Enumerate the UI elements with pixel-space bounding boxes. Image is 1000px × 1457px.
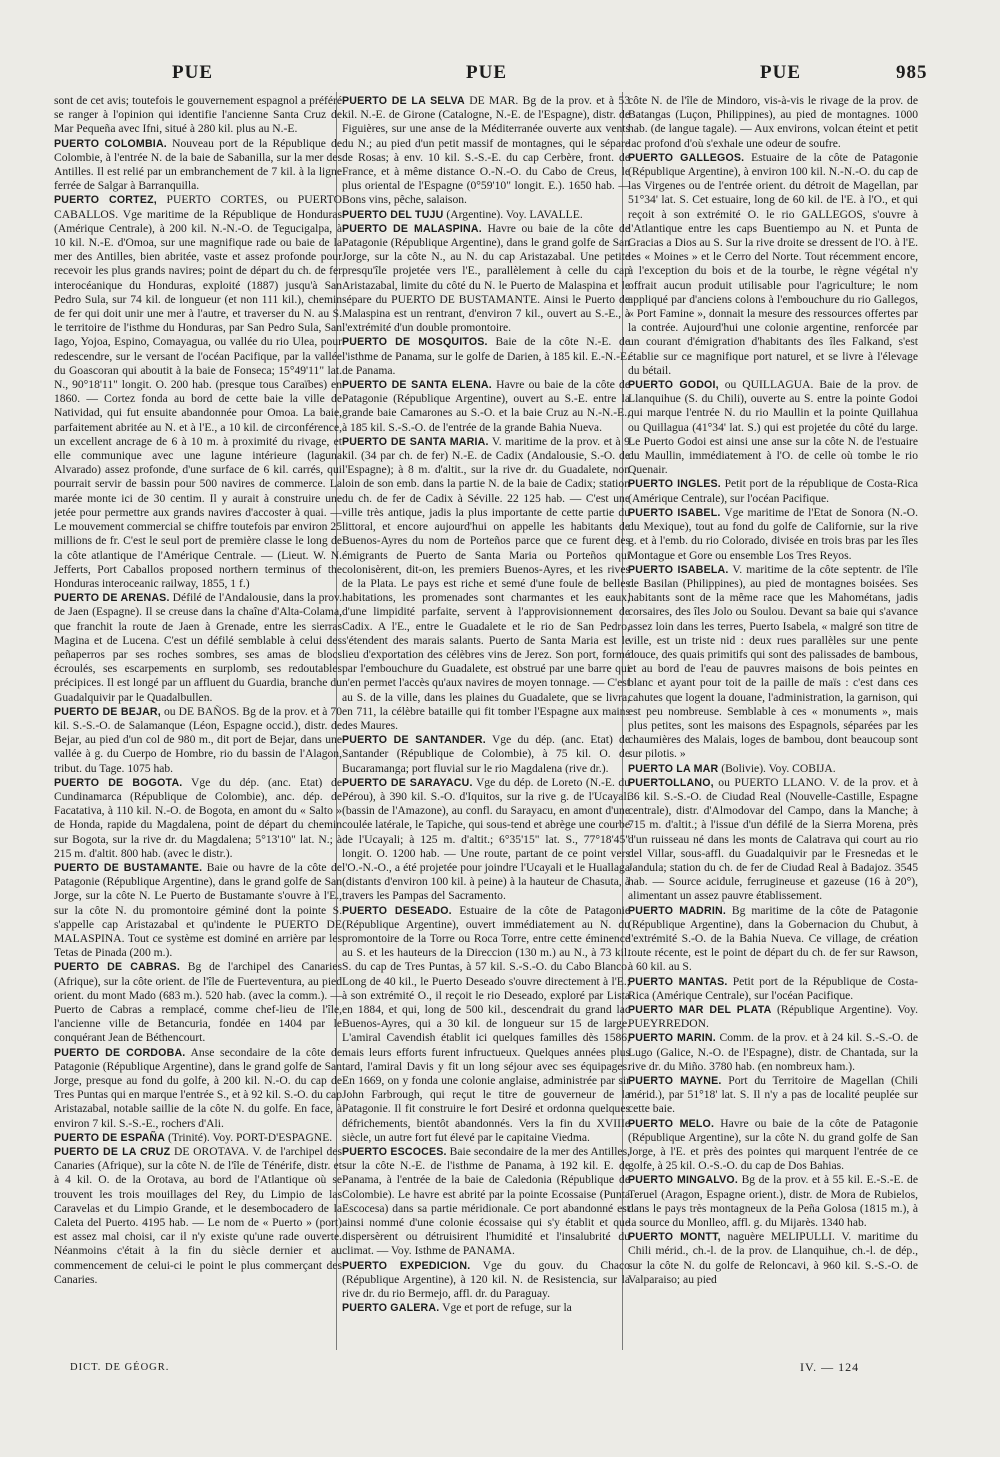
entry-headword: PUERTO DE SANTA MARIA. bbox=[342, 435, 489, 448]
entry-text: Vge du dép. de Loreto (N.-E. du Pérou), à 390 kil. S.-O. d'Iquitos, sur la rive g. de l'Ucayali (bassin de l'Amazone), au confl. du Sarayacu, en amont d'une coulée latérale, le Tapiche, qui sous-tend et abrège une courbe de l'Ucayali; à 125 m. d'altit.; 6°35'15" lat. S., 77°18'45" longit. O. 1200 hab. — Une route, partant de ce point vers l'O.-N.-O., a été projetée pour joindre l'Ucayali et le Huallaga (distants d'environ 100 kil. à peine) à la hauteur de Chasuta, à travers les Pampas del Sacramento. bbox=[342, 775, 630, 903]
dictionary-entry bbox=[342, 378, 630, 435]
entry-text: DE OROTAVA. V. de l'archipel des Canaries (Afrique), sur la côte N. de l'île de Ténérife, distr. et à 4 kil. O. de la Orotava, au bord de l'Atlantique où se trouvent les trois mouillages del Rey, du Limpio de las Caravelas et du Limpio Grande, et le desembocadero de la Caleta del Puerto. 4195 hab. — Le nom de « Puerto » (port) est assez mal choisi, car il n'y existe qu'une rade ouverte. Néanmoins c'était à la fin du siècle dernier et au commencement de celui-ci le point le plus commerçant des Canaries. bbox=[54, 1145, 342, 1286]
entry-headword: PUERTO MADRIN. bbox=[628, 904, 727, 917]
dictionary-entry bbox=[342, 776, 630, 904]
entry-text: (Argentine). Voy. LAVALLE. bbox=[446, 207, 583, 221]
footer-signature: DICT. DE GÉOGR. bbox=[70, 1362, 170, 1373]
dictionary-entry bbox=[54, 591, 342, 705]
dictionary-entry bbox=[628, 904, 918, 975]
entry-headword: PUERTO DE BEJAR, bbox=[54, 705, 161, 718]
entry-headword: PUERTO GALERA. bbox=[342, 1302, 440, 1315]
entry-headword: PUERTO GODOI, bbox=[628, 379, 719, 392]
entry-headword: PUERTO MONTT, bbox=[628, 1231, 721, 1244]
entry-headword: PUERTO LA MAR bbox=[628, 762, 719, 775]
dictionary-entry bbox=[54, 776, 342, 861]
dictionary-entry bbox=[628, 506, 918, 563]
dictionary-entry bbox=[628, 1230, 918, 1287]
running-head-right: PUE bbox=[760, 62, 801, 83]
dictionary-entry bbox=[628, 975, 918, 1003]
dictionary-entry bbox=[342, 1145, 630, 1259]
entry-headword: PUERTO ESCOCES. bbox=[342, 1146, 447, 1159]
running-head-center: PUE bbox=[466, 62, 507, 83]
entry-text: ou DE BAÑOS. Bg de la prov. et à 70 kil. S.-S.-O. de Salamanque (Léon, Espagne occid.), distr. de Bejar, au pied d'un col de 980 m., dit port de Bejar, dans une vallée à g. du Cuerpo de Hombre, rio du bassin de l'Alagon, tribut. du Tage. 1075 hab. bbox=[54, 704, 342, 775]
dictionary-entry bbox=[342, 222, 630, 336]
dictionary-entry bbox=[342, 1259, 630, 1302]
entry-text: (Trinité). Voy. PORT-D'ESPAGNE. bbox=[168, 1130, 333, 1144]
entry-text: (Bolivie). Voy. COBIJA. bbox=[721, 761, 836, 775]
dictionary-entry bbox=[54, 1145, 342, 1287]
entry-text: DE MAR. Bg de la prov. et à 53 kil. N.-E. de Girone (Catalogne, N.-E. de l'Espagne), distr. de Figuières, sur une anse de la Méditerranée ouverte aux vents du N.; au pied d'un petit massif de montagnes, qui le sépare de Rosas; à env. 10 kil. S.-S.-E. du cap Cerbère, front. de France, et à même distance O.-N.-O. du Cabo de Creus, le plus oriental de l'Espagne (0°59'10" longit. E.). 1650 hab. — Bons vins, pêche, salaison. bbox=[342, 94, 630, 207]
entry-headword: PUERTO DE SANTANDER. bbox=[342, 734, 486, 747]
dictionary-entry bbox=[342, 904, 630, 1145]
entry-text: Nouveau port de la République de Colombie, à l'entrée N. de la baie de Sabanilla, sur la mer des Antilles. Il est relié par un embranchement de 7 kil. à la ligne ferrée de Salgar à Barranquilla. bbox=[54, 136, 342, 193]
entry-text: Vge maritime de l'Etat de Sonora (N.-O. du Mexique), tout au fond du golfe de Californie, sur la rive g. et à l'emb. du rio Colorado, divisée en trois bras par les îles Montague et Gore ou ensemble Los Tres Reyos. bbox=[628, 505, 918, 562]
entry-text: Vge du gouv. du Chaco (République Argentine), à 120 kil. N. de Resistencia, sur la rive dr. du rio Bermejo, affl. dr. du Paraguay. bbox=[342, 1258, 630, 1301]
dictionary-entry bbox=[628, 94, 918, 151]
entry-headword: PUERTO DE MOSQUITOS. bbox=[342, 336, 488, 349]
entry-headword: PUERTO INGLES. bbox=[628, 478, 721, 491]
dictionary-entry bbox=[342, 94, 630, 208]
entry-headword: PUERTO DE BOGOTA. bbox=[54, 776, 183, 789]
entry-headword: PUERTO DE MALASPINA. bbox=[342, 222, 482, 235]
entry-headword: PUERTO DESEADO. bbox=[342, 904, 452, 917]
dictionary-entry bbox=[342, 1301, 630, 1315]
dictionary-entry bbox=[342, 208, 630, 222]
entry-text: Petit port de la République de Costa-Rica (Amérique Centrale), sur l'océan Pacifique. bbox=[628, 974, 918, 1002]
dictionary-entry bbox=[54, 94, 342, 137]
dictionary-entry bbox=[628, 762, 918, 776]
entry-text: Comm. de la prov. et à 24 kil. S.-S.-O. de Lugo (Galice, N.-O. de l'Espagne), distr. de Chantada, sur la rive dr. du Miño. 3780 hab. (en nombreux ham.). bbox=[628, 1031, 918, 1073]
dictionary-entry bbox=[342, 335, 630, 378]
dictionary-entry bbox=[628, 1074, 918, 1117]
entry-headword: PUERTO DE SANTA ELENA. bbox=[342, 379, 492, 392]
column-3 bbox=[628, 94, 918, 1364]
entry-text: Vge du dép. (anc. Etat) de Santander (République de Colombie), à 75 kil. O. de Bucaramanga; port fluvial sur le rio Magdalena (rive dr.). bbox=[342, 733, 630, 775]
entry-text: Baie ou havre de la côte de Patagonie (République Argentine), dans le grand golfe de San Jorge, sur la côte N. Le Puerto de Bustamante s'ouvre à l'E., sur la côte N. du promontoire géminé dont la pointe S. s'appelle cap Aristazabal et qu'indente le PUERTO DE MALASPINA. Tout ce système est dominé en arrière par les Tetas de Pinada (200 m.). bbox=[54, 860, 342, 960]
entry-text: naguère MELIPULLI. V. maritime du Chili mérid., ch.-l. de la prov. de Llanquihue, ch.-l. de dép., sur la côte N. du golfe de Reloncavi, à 960 kil. S.-S.-O. de Valparaiso; au pied bbox=[628, 1230, 918, 1286]
entry-text: Bg de l'archipel des Canaries (Afrique), sur la côte orient. de l'île de Fuerteventura, au pied orient. du mont Mado (683 m.). 520 hab. (avec la comm.). — Puerto de Cabras a remplacé, comme chef-lieu de l'île, l'ancienne ville de Betancuria, fondée en 1404 par le conquérant Jean de Béthencourt. bbox=[54, 960, 342, 1045]
entry-headword: PUERTO MINGALVO. bbox=[628, 1174, 738, 1187]
dictionary-entry bbox=[54, 1131, 342, 1145]
entry-text: Estuaire de la côte de Patagonie (République Argentine), ouvert immédiatement au N. du promontoire de la Torre ou Roca Torre, entre cette éminence au S. et les hauteurs de la Direccion (130 m.) au N., à 73 kil. S. du cap de Tres Puntas, à 57 kil. S.-S.-O. du Cabo Blanco. Long de 40 kil., le Puerto Deseado s'ouvre directement à l'E.; à son extrémité O., il reçoit le rio Deseado, exploré par Lista en 1884, et qui, long de 500 kil., descendrait du grand lac Buenos-Ayres, qui a 30 kil. de longueur sur 15 de large. L'amiral Cavendish établit ici quelques familles dès 1586, mais leurs efforts furent infructueux. Quelques années plus tard, l'amiral Davis y fit un long séjour avec ses équipages. En 1669, on y fonda une colonie anglaise, administrée par sir John Farbrough, qui reçut le titre de gouverneur de la Patagonie. Il fit construire le fort Desiré et ordonna quelques défrichements, bientôt abandonnés. Vers la fin du XVIIIe siècle, un autre fort fut élevé par le capitaine Viedma. bbox=[342, 903, 630, 1144]
dictionary-entry bbox=[54, 861, 342, 960]
entry-text: Havre ou baie de la côte de Patagonie (République Argentine), sur la côte N. du grand golfe de San Jorge, à l'E. et près des pointes qui marquent l'entrée de ce golfe, à 25 kil. O.-S.-O. du cap de Dos Bahias. bbox=[628, 1116, 918, 1173]
dictionary-entry bbox=[628, 563, 918, 762]
entry-headword: PUERTO MAR DEL PLATA bbox=[628, 1004, 772, 1016]
entry-headword: PUERTO CORTEZ, bbox=[54, 194, 157, 207]
entry-headword: PUERTO ISABEL. bbox=[628, 506, 721, 519]
entry-text: Défilé de l'Andalousie, dans la prov. de Jaen (Espagne). Il se creuse dans la chaîne d'Alta-Colama, que franchit la route de Jaen à Grenade, entre les sierras Magina et de Lucena. C'est un défilé semblable à celui des peñaperros par ses roches sombres, ses amas de blocs écroulés, ses escarpements en surplomb, ses redoutables précipices. Il est longé par un affluent du Guardia, branche du Guadalquivir par le Quadalbullen. bbox=[54, 591, 342, 704]
entry-headword: PUERTO MARIN. bbox=[628, 1032, 716, 1045]
dictionary-entry bbox=[628, 378, 918, 477]
entry-headword: PUERTO ISABELA. bbox=[628, 563, 729, 576]
dictionary-entry bbox=[628, 477, 918, 505]
entry-text: (République Argentine). Voy. PUEYRREDON. bbox=[628, 1003, 918, 1031]
dictionary-entry bbox=[54, 705, 342, 776]
entry-headword: PUERTO MANTAS. bbox=[628, 975, 728, 988]
entry-text: ou PUERTO LLANO. V. de la prov. et à 36 kil. S.-S.-O. de Ciudad Real (Nouvelle-Castille, Espagne centrale), distr. d'Almodovar del Campo, dans la Manche; à 715 m. d'altit.; à l'issue d'un défilé de la Sierra Morena, près d'un ruisseau né dans les monts de Calatrava qui court au rio del Villar, sous-affl. du Guadalquivir par le Fresnedas et le Jandula; station du ch. de fer de Ciudad Real à Badajoz. 3545 hab. — Source acidule, ferrugineuse et gazeuse (16 à 20°), alimentant un assez pauvre établissement. bbox=[628, 775, 918, 903]
entry-text: Havre ou baie de la côte de Patagonie (République Argentine), dans le grand golfe de San Jorge, sur la côte N., au N. du cap Aristazabal. Une petite presqu'île projetée vers l'E., parallèlement à celle du cap Aristazabal, limite du côté du N. le Puerto de Malaspina et le sépare du PUERTO DE BUSTAMANTE. Ainsi le Puerto de Malaspina est un rentrant, d'environ 7 kil., ouvert au S.-E., à l'extrémité d'un double promontoire. bbox=[342, 221, 630, 335]
entry-headword: PUERTO COLOMBIA. bbox=[54, 137, 167, 150]
entry-text: Estuaire de la côte de Patagonie (République Argentine), à environ 100 kil. N.-N.-O. du cap de las Virgenes ou de l'entrée orient. du détroit de Magellan, par 51°34' lat. S. Cet estuaire, long de 60 kil. de l'E. à l'O., et qui reçoit à son extrémité O. le rio GALLEGOS, s'ouvre à l'Atlantique entre les caps Buentiempo au N. et Punta de Gracias a Dios au S. Sur la rive droite se dressent de l'O. à l'E. les « Moines » et le Cerro del Norte. Tout récemment encore, à l'exception du bois et de la tourbe, le règne végétal n'y offrait aucun produit utilisable pour l'agriculture; le nom appliqué par d'anciens colons à l'embouchure du rio Gallegos, « Port Famine », donnait la mesure des ressources offertes par la contrée. Aujourd'hui une colonie argentine, renforcée par un courant d'émigration d'habitants des îles Falkand, s'est établie sur ce magnifique port naturel, et se livre à l'élevage du bétail. bbox=[628, 150, 918, 377]
dictionary-entry bbox=[54, 1046, 342, 1131]
entry-text: V. maritime de la prov. et à 9 kil. (34 par ch. de fer) N.-E. de Cadix (Andalousie, S.-O. de l'Espagne); à 8 m. d'altit., sur la rive dr. du Guadalete, non loin de son emb. dans la partie N. de la baie de Cadix; station du ch. de fer de Cadix à Séville. 22 125 hab. — C'est une ville très antique, jadis la plus importante de cette partie du littoral, et encore aujourd'hui on appelle les habitants de Buenos-Ayres du nom de Porteños parce que ce furent des émigrants de Puerto de Santa Maria ou Porteños qui colonisèrent, dit-on, les premiers Buenos-Ayres, et les rives de la Plata. Le pays est riche et semé d'une foule de belles habitations, les promenades sont charmantes et les eaux, d'une limpidité parfaite, servent à l'approvisionnement de Cadix. A l'E., entre le Guadalete et le rio de San Pedro, s'étendent des marais salants. Puerto de Santa Maria est le lieu d'exportation des célèbres vins de Jerez. Son port, formé par l'embouchure du Guadalete, est obstrué par une barre qui n'en permet l'accès qu'aux navires de moyen tonnage. — C'est au S. de la ville, dans les plaines du Guadalete, que se livra, en 711, la célèbre bataille qui fit tomber l'Espagne aux mains des Maures. bbox=[342, 434, 630, 732]
entry-headword: PUERTO DE CORDOBA. bbox=[54, 1046, 186, 1059]
entry-headword: PUERTO MELO. bbox=[628, 1117, 715, 1130]
dictionary-entry bbox=[628, 1173, 918, 1230]
entry-text: côte N. de l'île de Mindoro, vis-à-vis le rivage de la prov. de Batangas (Luçon, Philippines), au pied de montagnes. 1000 hab. (de langue tagale). — Aux environs, volcan éteint et petit lac profond d'où s'exhale une odeur de soufre. bbox=[628, 94, 918, 150]
dictionary-entry bbox=[628, 1003, 918, 1031]
entry-headword: PUERTO DE BUSTAMANTE. bbox=[54, 861, 203, 874]
dictionary-entry bbox=[628, 1117, 918, 1174]
dictionary-entry bbox=[628, 1031, 918, 1074]
entry-text: Baie secondaire de la mer des Antilles, sur la côte N.-E. de l'isthme de Panama, à 192 kil. E. de Panama, à l'entrée de la baie de Caledonia (République de Colombie). Le havre est abrité par la pointe Ecossaise (Punta Escocesa) dans sa partie méridionale. Ce port abandonné est ainsi nommé d'une colonie écossaise qui s'y établit et que dispersèrent ou détruisirent l'humidité et l'insalubrité du climat. — Voy. Isthme de PANAMA. bbox=[342, 1145, 630, 1258]
dictionary-entry bbox=[628, 776, 918, 904]
dictionary-entry bbox=[54, 137, 342, 194]
running-head-left: PUE bbox=[172, 62, 213, 83]
entry-text: Petit port de la république de Costa-Rica (Amérique Centrale), sur l'océan Pacifique. bbox=[628, 477, 918, 505]
entry-headword: PUERTO EXPEDICION. bbox=[342, 1259, 471, 1272]
dictionary-entry bbox=[54, 193, 342, 591]
entry-headword: PUERTO DE LA CRUZ bbox=[54, 1146, 171, 1159]
entry-text: Bg maritime de la côte de Patagonie (République Argentine), dans la Gobernacion du Chubut, à l'extrémité S.-O. de la Bahia Nueva. Ce village, de création toute récente, est le point de départ du ch. de fer sur Rawson, à 60 kil. au S. bbox=[628, 903, 918, 974]
entry-headword: PUERTOLLANO, bbox=[628, 776, 714, 789]
entry-text: Port du Territoire de Magellan (Chili mérid.), par 51°18' lat. S. Il n'y a pas de localité peuplée sur cette baie. bbox=[628, 1074, 918, 1116]
entry-text: PUERTO CORTES, ou PUERTO CABALLOS. Vge maritime de la République de Honduras (Amérique Centrale), à 200 kil. N.-N.-O. de Tegucigalpa, à 10 kil. N.-E. d'Omoa, sur une magnifique rade ou baie de la mer des Antilles, bien abritée, vaste et assez profonde pour recevoir les plus grands navires; point de départ du ch. de fer interocéanique du Honduras, exploité (1887) jusqu'à San Pedro Sula, sur 74 kil. de longueur (et non 111 kil.), chemin de fer qui doit unir une mer à l'autre, et traverser du N. au S. le territoire de l'isthme du Honduras, par San Pedro Sula, San Iago, Yojoa, Espino, Comayagua, ou vallée du rio Ulea, pour redescendre, sur le versant de l'océan Pacifique, par la vallée du Goascoran qui aboutit à la baie de Fonseca; 15°49'11" lat. N., 90°18'11" longit. O. 200 hab. (presque tous Caraïbes) en 1860. — Cortez fonda au bord de cette baie la ville de Natividad, qui fut ensuite abandonnée pour Omoa. La baie, parfaitement abritée au N. et à l'E., a 10 kil. de circonférence, un excellent ancrage de 6 à 10 m. à proximité du rivage, et elle communique avec une lagune intérieure (laguna Alvarado) assez profonde, d'une surface de 6 kil. carrés, qui pourrait servir de bassin pour 500 navires de commerce. La marée monte ici de 30 centim. Il y aurait à construire une jetée pour permettre aux grands navires d'accoster à quai. — Le mouvement commercial se chiffre toutefois par environ 25 millions de fr. C'est le seul port de première classe le long de la côte atlantique de l'Amérique Centrale. — (Lieut. W. N. Jefferts, Port Caballos proposed northern terminus of the Honduras interoceanic railway, 1855, 1 f.) bbox=[54, 193, 342, 590]
column-2 bbox=[342, 94, 630, 1364]
page-number: 985 bbox=[896, 62, 928, 83]
column-1 bbox=[54, 94, 342, 1364]
entry-text: Baie de la côte N.-E. de l'isthme de Panama, sur le golfe de Darien, à 185 kil. E.-N.-E. de Panama. bbox=[342, 335, 630, 377]
entry-headword: PUERTO MAYNE. bbox=[628, 1075, 722, 1088]
entry-headword: PUERTO DE ARENAS. bbox=[54, 592, 170, 605]
dictionary-entry bbox=[628, 151, 918, 378]
entry-headword: PUERTO DEL TUJU bbox=[342, 208, 444, 221]
entry-headword: PUERTO DE SARAYACU. bbox=[342, 776, 473, 789]
entry-text: ou QUILLAGUA. Baie de la prov. de Llanquihue (S. du Chili), ouverte au S. entre la pointe Godoi qui marque l'entrée N. du rio Maullin et la pointe Quillahua ou Quillagua (41°34' lat. S.) qui est projetée du côté du large. Le Puerto Godoi est ainsi une anse sur la côte N. de l'estuaire du Maullin, immédiatement à l'O. de celle où tombe le rio Quenair. bbox=[628, 378, 918, 477]
entry-text: V. maritime de la côte septentr. de l'île de Basilan (Philippines), au pied de montagnes boisées. Ses habitants sont de la même race que les Mahométans, jadis corsaires, des îles Jolo ou Soulou. Devant sa baie qui s'avance assez loin dans les terres, Puerto Isabela, « malgré son titre de ville, est un triste nid : deux rues parallèles sur une pente douce, des quais primitifs qui sont des palissades de bambous, et au bord de l'eau de pauvres maisons de bois peintes en blanc et ayant pour toit de la paille de maïs : c'est dans ces cahutes que logent la douane, l'administration, la garnison, qui est peu nombreuse. Semblable à ces « monuments », mais plus petites, sont les maisons des Espagnols, séparées par les chaumières des Malais, loges de bambou, dont beaucoup sont sur pilotis. » bbox=[628, 562, 918, 761]
dictionary-entry bbox=[54, 960, 342, 1045]
entry-text: Vge du dép. (anc. Etat) de Cundinamarca (République de Colombie), anc. dép. de Facatativa, à 110 kil. N.-O. de Bogota, en amont du « Salto » de Honda, rapide du Magdalena, point de départ du chemin sur Bogota, sur la rive dr. du Magdalena; 5°13'10" lat. N.; à 215 m. d'altit. 800 hab. (avec le distr.). bbox=[54, 775, 342, 860]
dictionary-entry bbox=[342, 733, 630, 776]
entry-text: sont de cet avis; toutefois le gouvernement espagnol a préféré se ranger à l'opinion qui identifie l'ancienne Santa Cruz de Mar Pequeña avec Ifni, situé à 280 kil. plus au N.-E. bbox=[54, 94, 342, 136]
entry-headword: PUERTO DE LA SELVA bbox=[342, 95, 465, 107]
entry-text: Anse secondaire de la côte de Patagonie (République Argentine), dans le grand golfe de San Jorge, presque au fond du golfe, à 200 kil. N.-O. du cap de Tres Puntas qui en marque l'entrée S., et à 92 kil. S.-O. du cap Aristazabal, notable saillie de la côte N. du golfe. En face, à environ 7 kil. S.-S.-E., rochers d'Ali. bbox=[54, 1045, 342, 1130]
entry-text: Bg de la prov. et à 55 kil. E.-S.-E. de Teruel (Aragon, Espagne orient.), distr. de Mora de Rubielos, dans le pays très montagneux de la Peña Golosa (1815 m.), à la source du Monlleo, affl. g. du Mijarès. 1340 hab. bbox=[628, 1173, 918, 1230]
dictionary-entry bbox=[342, 435, 630, 733]
entry-headword: PUERTO DE ESPAÑA bbox=[54, 1131, 166, 1144]
footer-volume-sheet: IV. — 124 bbox=[800, 1360, 860, 1374]
entry-headword: PUERTO GALLEGOS. bbox=[628, 151, 745, 164]
entry-text: Vge et port de refuge, sur la bbox=[442, 1301, 572, 1315]
entry-headword: PUERTO DE CABRAS. bbox=[54, 961, 180, 974]
entry-text: Havre ou baie de la côte de Patagonie (République Argentine), ouvert au S.-E. entre la grande baie Camarones au S.-O. et la baie Cruz au N.-N.-E., à 185 kil. S.-S.-O. de l'entrée de la grande Bahia Nueva. bbox=[342, 378, 630, 434]
